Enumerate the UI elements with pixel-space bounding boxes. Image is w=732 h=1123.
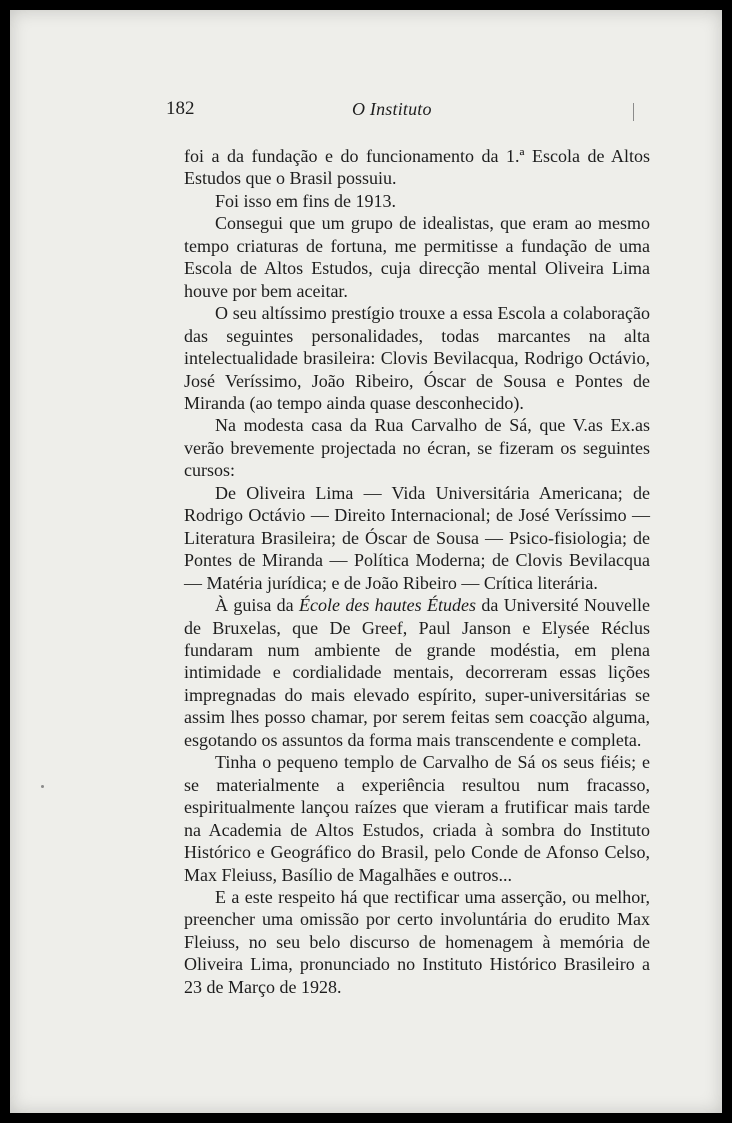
paragraph-7 xyxy=(184,594,650,751)
page-header xyxy=(166,97,646,125)
paragraph-1: foi a da fundação e do funcionamento da 1.ª Escola de Altos Estudos que o Brasil possuiu. xyxy=(184,146,650,189)
page-number: 182 xyxy=(166,98,195,119)
paragraph-5: Na modesta casa da Rua Carvalho de Sá, que V.as Ex.as verão brevemente projectada no écran, se fizeram os seguintes cursos: xyxy=(184,415,650,481)
scan-speck xyxy=(41,785,44,788)
paragraph-4: O seu altíssimo prestígio trouxe a essa Escola a colaboração das seguintes personalidades, todas marcantes na alta intelectualidade brasileira: Clovis Bevilacqua, Rodrigo Octávio, José Veríssimo, João Ribeiro, Óscar de Sousa e Pontes de Miranda (ao tempo ainda quase desconhecido). xyxy=(184,303,650,413)
scan-mark xyxy=(633,103,634,121)
scanned-book-page xyxy=(10,10,722,1113)
paragraph-6: De Oliveira Lima — Vida Universitária Americana; de Rodrigo Octávio — Direito Internacional; de José Veríssimo — Literatura Brasileira; de Óscar de Sousa — Psico-fisiologia; de Pontes de Miranda — Política Moderna; de Clovis Bevilacqua — Matéria jurídica; e de João Ribeiro — Crítica literária. xyxy=(184,482,650,593)
body-text xyxy=(184,145,650,998)
paragraph-9: E a este respeito há que rectificar uma asserção, ou melhor, preencher uma omissão por certo involuntária do erudito Max Fleiuss, no seu belo discurso de homenagem à memória de Oliveira Lima, pronunciado no Instituto Histórico Brasileiro a 23 de Março de 1928. xyxy=(184,886,650,997)
paragraph-7-end: da Université Nouvelle de Bruxelas, que De Greef, Paul Janson e Elysée Réclus fundaram num ambiente de grande modéstia, em plena intimidade e cordialidade mentais, decorreram essas lições impregnadas do mais elevado espírito, super-universitárias se assim lhes posso chamar, por serem feitas sem coacção alguma, esgotando os assuntos da forma mais transcendente e completa. xyxy=(184,595,650,750)
paragraph-8: Tinha o pequeno templo de Carvalho de Sá os seus fiéis; e se materialmente a experiência resultou num fracasso, espiritualmente lançou raízes que vieram a frutificar mais tarde na Academia de Altos Estudos, criada à sombra do Instituto Histórico e Geográfico do Brasil, pelo Conde de Afonso Celso, Max Fleiuss, Basílio de Magalhães e outros... xyxy=(184,752,650,885)
paragraph-3: Consegui que um grupo de idealistas, que eram ao mesmo tempo criaturas de fortuna, me permitisse a fundação de uma Escola de Altos Estudos, cuja direcção mental Oliveira Lima houve por bem aceitar. xyxy=(184,213,650,301)
paragraph-7-start: À guisa da xyxy=(215,595,300,616)
paragraph-7-italic-title: École des hautes Études xyxy=(299,595,477,616)
running-title: O Instituto xyxy=(352,99,432,119)
paragraph-2: Foi isso em fins de 1913. xyxy=(215,190,397,211)
